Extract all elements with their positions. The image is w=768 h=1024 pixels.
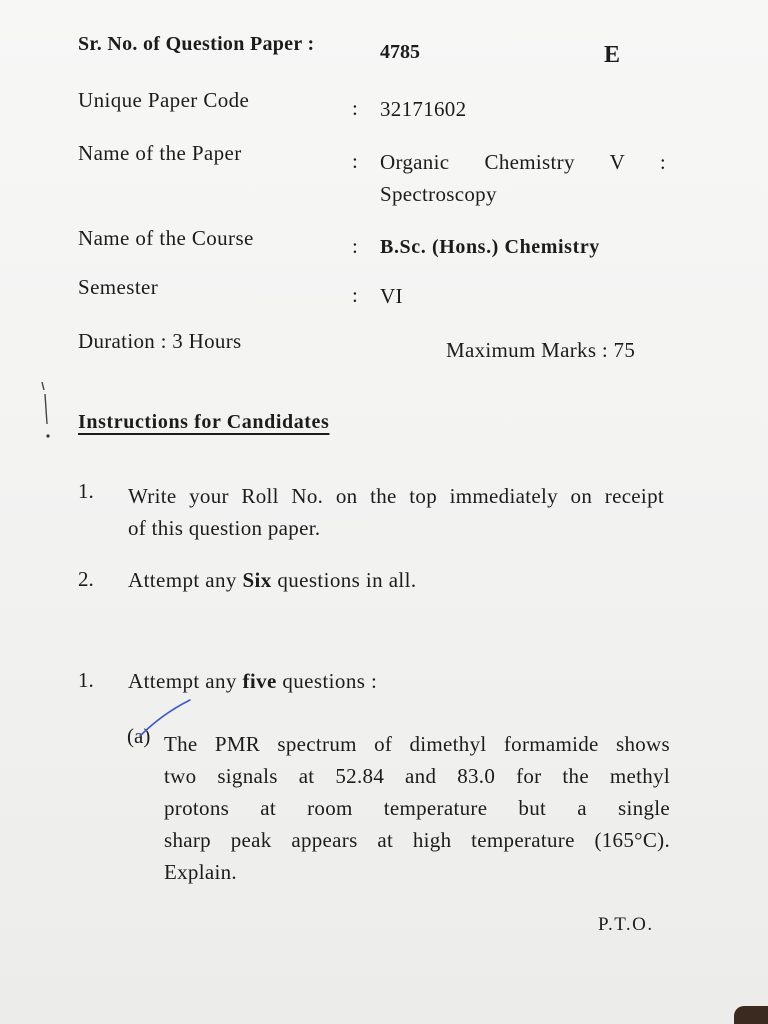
set-code: E — [604, 42, 621, 68]
roll-number-dotted-line — [560, 0, 668, 7]
instructions-heading: Instructions for Candidates — [78, 411, 330, 433]
colon: : — [352, 96, 358, 120]
colon: : — [352, 149, 358, 173]
question-1-prompt: Attempt any five questions : — [128, 669, 378, 693]
paper-name-value-line1: Organic Chemistry V : — [380, 150, 666, 174]
instruction-2-text: Attempt any Six questions in all. — [128, 568, 417, 592]
duration: Duration : 3 Hours — [78, 329, 242, 353]
course-name-label: Name of the Course — [78, 226, 254, 250]
question-number: 1. — [78, 668, 94, 692]
instruction-number: 2. — [78, 567, 94, 591]
part-a-text: The PMR spectrum of dimethyl formamide shows two signals at 52.84 and 83.0 for the methyl protons at room temperature but a single sharp peak appears at high temperature (165°C). Explain. — [164, 732, 670, 884]
course-name-value: B.Sc. (Hons.) Chemistry — [380, 236, 600, 258]
semester-label: Semester — [78, 275, 159, 299]
sr-no-value: 4785 — [380, 41, 420, 63]
sr-no-label: Sr. No. of Question Paper : — [78, 33, 315, 55]
semester-value: VI — [380, 284, 403, 308]
colon: : — [352, 283, 358, 307]
unique-paper-code-value: 32171602 — [380, 97, 467, 121]
paper-name-label: Name of the Paper — [78, 141, 242, 165]
colon: : — [352, 234, 358, 258]
page-corner-shadow — [734, 1006, 768, 1024]
paper-name-value-line2: Spectroscopy — [380, 182, 497, 206]
part-a-label: (a) — [127, 724, 151, 748]
instruction-number: 1. — [78, 479, 94, 503]
instruction-1-text: Write your Roll No. on the top immediately on receipt of this question paper. — [128, 484, 664, 540]
maximum-marks: Maximum Marks : 75 — [446, 338, 636, 362]
unique-paper-code-label: Unique Paper Code — [78, 88, 250, 112]
pto-note: P.T.O. — [598, 914, 654, 935]
margin-pen-mark — [38, 380, 54, 442]
